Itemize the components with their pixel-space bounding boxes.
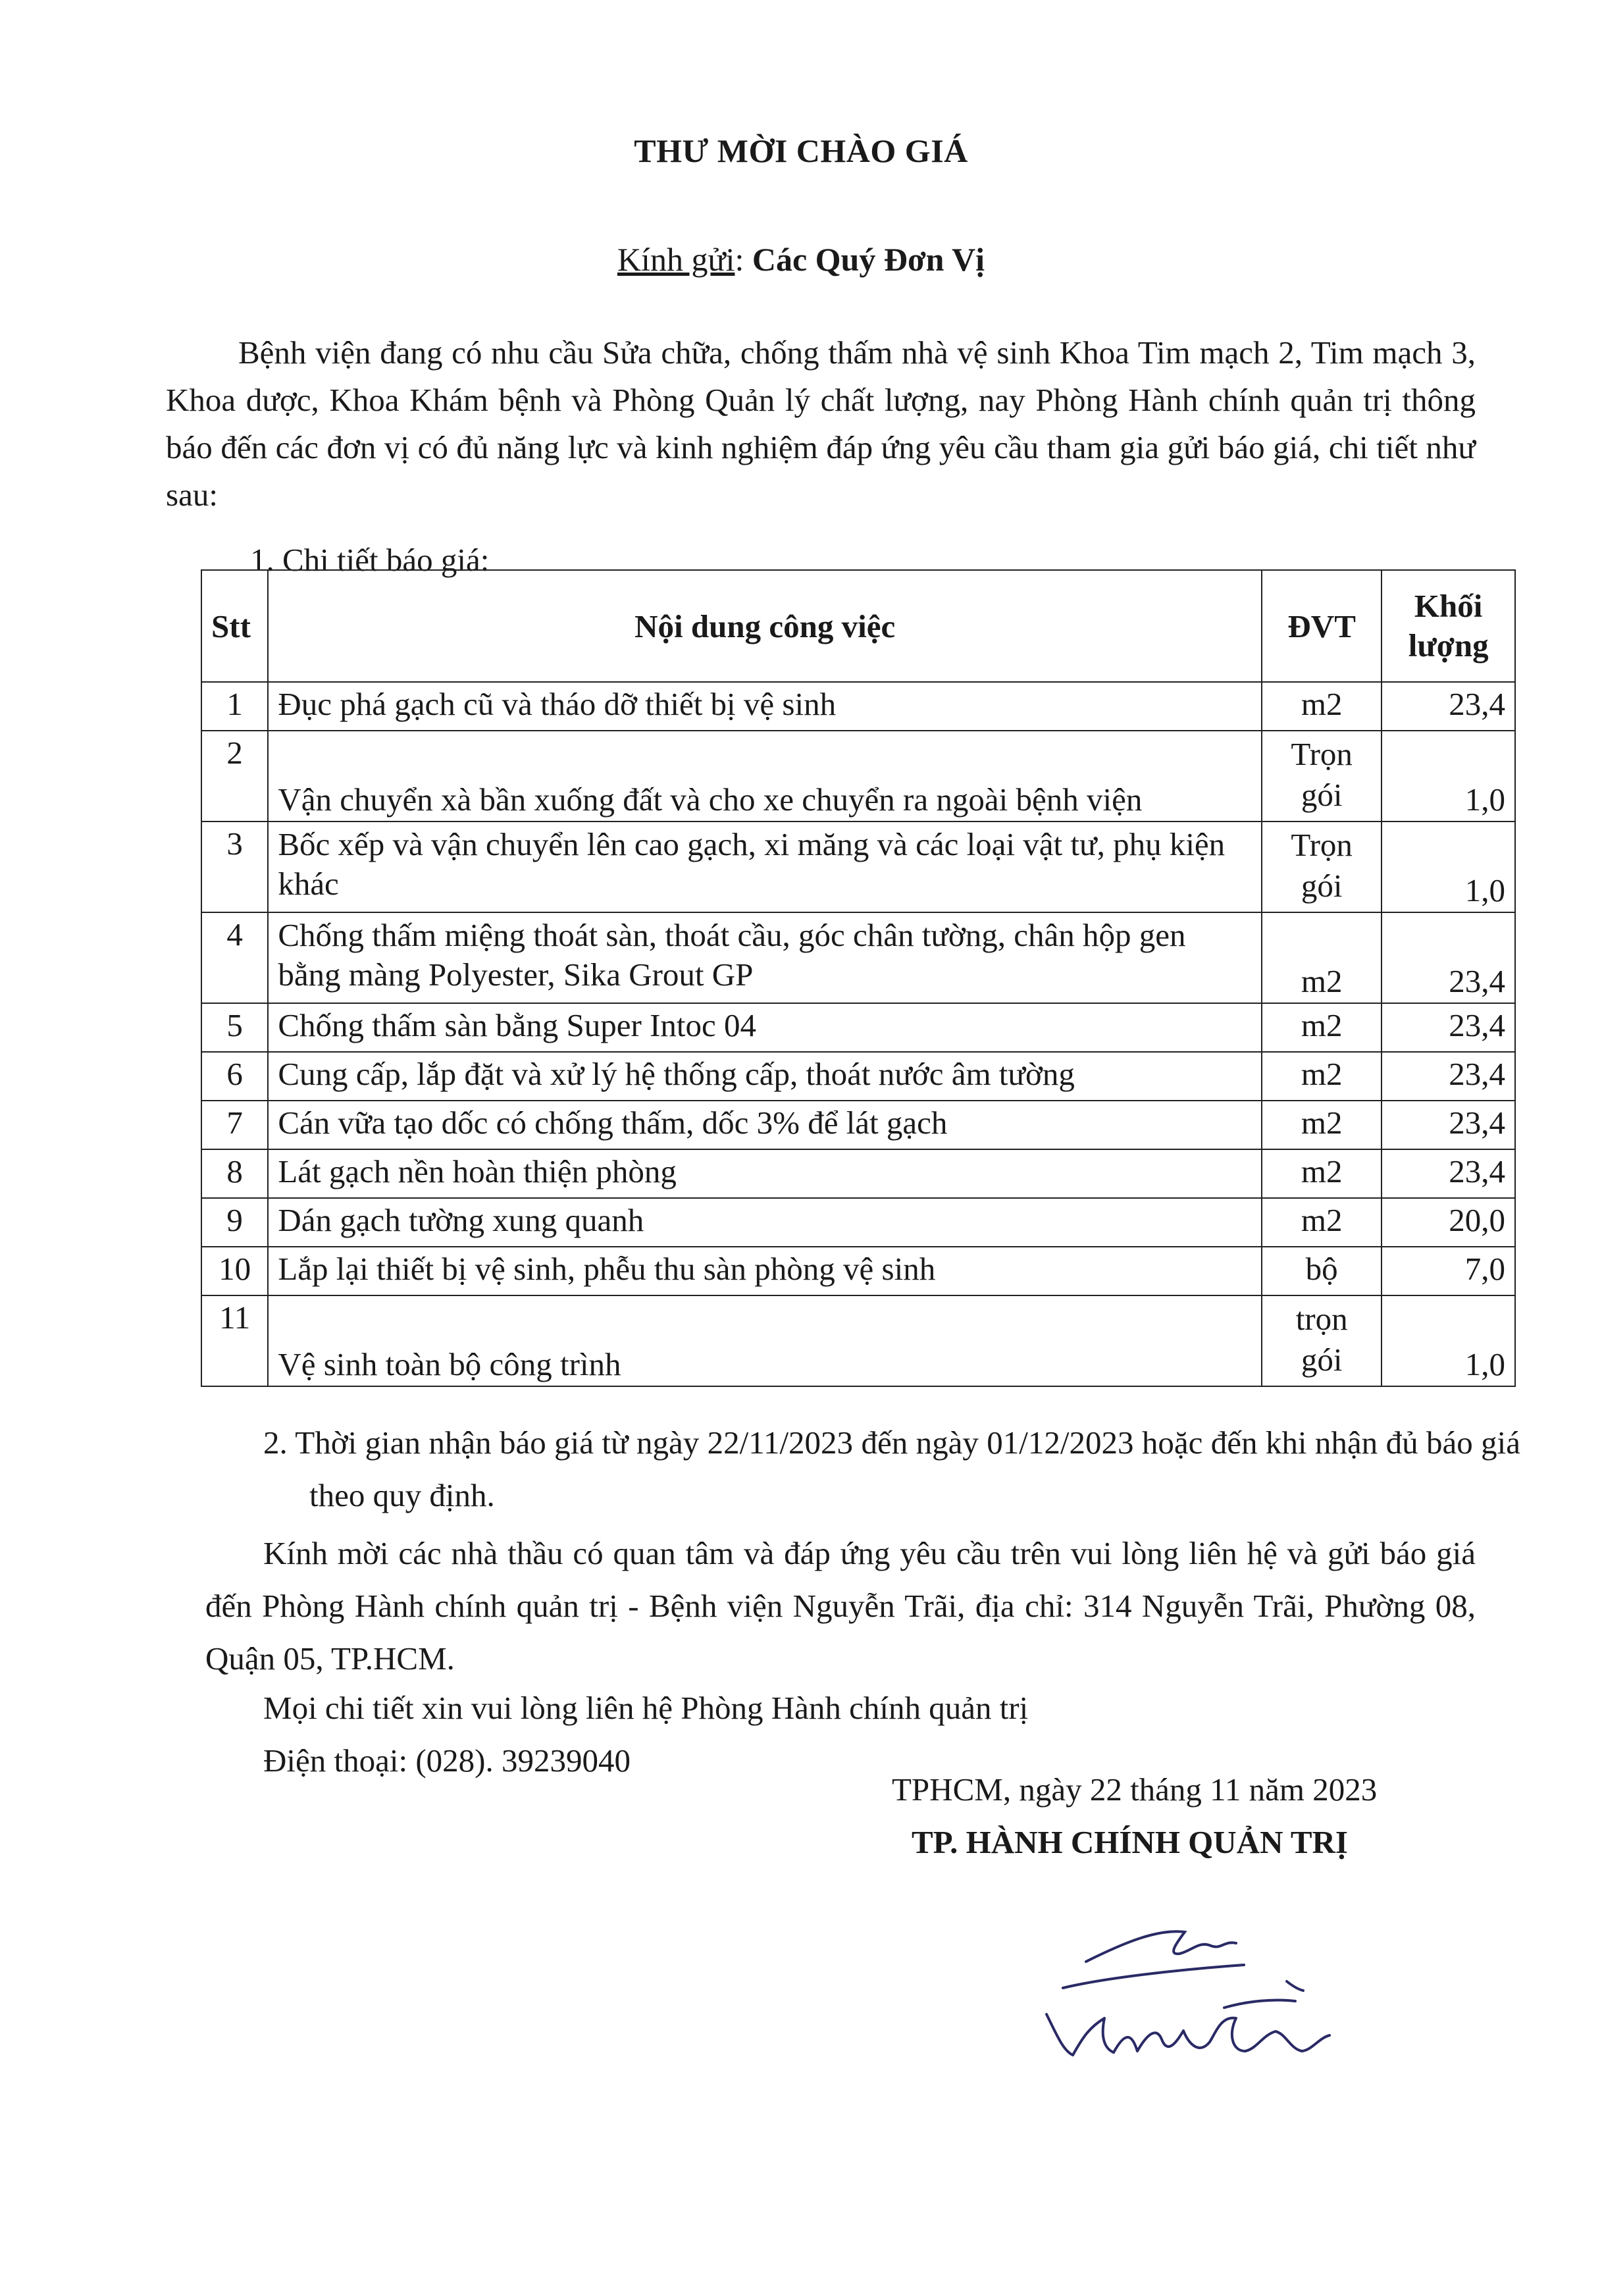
row-quantity: 23,4 — [1382, 1101, 1515, 1149]
row-unit: m2 — [1262, 1101, 1382, 1149]
header-stt: Stt — [201, 570, 268, 682]
quote-table — [201, 569, 1516, 1387]
row-content: Lát gạch nền hoàn thiện phòng — [268, 1149, 1262, 1198]
signature-role: TP. HÀNH CHÍNH QUẢN TRỊ — [912, 1824, 1348, 1860]
row-content: Vệ sinh toàn bộ công trình — [268, 1295, 1262, 1386]
row-stt: 6 — [201, 1052, 268, 1101]
header-quantity-line1: Khối — [1414, 588, 1483, 624]
row-unit-line1: Trọn — [1291, 827, 1353, 863]
table-row — [201, 1295, 1515, 1386]
header-content: Nội dung công việc — [268, 570, 1262, 682]
row-content: Vận chuyển xà bần xuống đất và cho xe chuyển ra ngoài bệnh viện — [268, 731, 1262, 822]
table-header-row — [201, 570, 1515, 682]
row-unit: m2 — [1262, 1149, 1382, 1198]
row-unit: m2 — [1262, 912, 1382, 1003]
header-unit: ĐVT — [1262, 570, 1382, 682]
row-stt: 11 — [201, 1295, 268, 1386]
row-unit — [1262, 731, 1382, 822]
row-unit-line2: gói — [1301, 1342, 1343, 1378]
invitation-paragraph: Kính mời các nhà thầu có quan tâm và đáp ứng yêu cầu trên vui lòng liên hệ và gửi báo giá đến Phòng Hành chính quản trị - Bệnh viện Nguyễn Trãi, địa chỉ: 314 Nguyễn Trãi, Phường 08, Quận 05, TP.HCM. — [205, 1535, 1476, 1677]
row-quantity: 23,4 — [1382, 1052, 1515, 1101]
row-unit: m2 — [1262, 1198, 1382, 1247]
table-row — [201, 1003, 1515, 1052]
row-unit: m2 — [1262, 1003, 1382, 1052]
header-quantity-line2: lượng — [1408, 627, 1489, 664]
row-stt: 2 — [201, 731, 268, 822]
table-row — [201, 822, 1515, 912]
table-row — [201, 1247, 1515, 1295]
row-unit-line1: trọn — [1295, 1301, 1348, 1337]
table-row — [201, 912, 1515, 1003]
row-unit-line1: Trọn — [1291, 736, 1353, 772]
row-content: Cán vữa tạo dốc có chống thấm, dốc 3% để lát gạch — [268, 1101, 1262, 1149]
recipient-separator: : — [735, 241, 752, 278]
row-unit-line2: gói — [1301, 868, 1343, 904]
row-unit: m2 — [1262, 682, 1382, 731]
row-stt: 7 — [201, 1101, 268, 1149]
row-quantity: 1,0 — [1382, 1295, 1515, 1386]
row-stt: 9 — [201, 1198, 268, 1247]
row-stt: 5 — [201, 1003, 268, 1052]
row-quantity: 23,4 — [1382, 682, 1515, 731]
contact-line: Mọi chi tiết xin vui lòng liên hệ Phòng Hành chính quản trị — [263, 1690, 1029, 1726]
signature-date: TPHCM, ngày 22 tháng 11 năm 2023 — [892, 1771, 1378, 1808]
row-unit — [1262, 822, 1382, 912]
table-row — [201, 682, 1515, 731]
section-2-paragraph: 2. Thời gian nhận báo giá từ ngày 22/11/2023 đến ngày 01/12/2023 hoặc đến khi nhận đủ báo giá theo quy định. — [263, 1424, 1520, 1513]
table-row — [201, 731, 1515, 822]
row-quantity: 23,4 — [1382, 912, 1515, 1003]
recipient-label: Kính gửi — [617, 241, 735, 278]
row-content: Cung cấp, lắp đặt và xử lý hệ thống cấp, thoát nước âm tường — [268, 1052, 1262, 1101]
row-quantity: 7,0 — [1382, 1247, 1515, 1295]
intro-paragraph: Bệnh viện đang có nhu cầu Sửa chữa, chống thấm nhà vệ sinh Khoa Tim mạch 2, Tim mạch 3, Khoa dược, Khoa Khám bệnh và Phòng Quản lý chất lượng, nay Phòng Hành chính quản trị thông báo đến các đơn vị có đủ năng lực và kinh nghiệm đáp ứng yêu cầu tham gia gửi báo giá, chi tiết như sau: — [166, 334, 1476, 513]
row-unit — [1262, 1295, 1382, 1386]
row-stt: 3 — [201, 822, 268, 912]
handwritten-signature — [1027, 1902, 1369, 2087]
row-quantity: 20,0 — [1382, 1198, 1515, 1247]
table-row — [201, 1052, 1515, 1101]
row-unit: m2 — [1262, 1052, 1382, 1101]
row-stt: 10 — [201, 1247, 268, 1295]
row-quantity: 23,4 — [1382, 1149, 1515, 1198]
table-row — [201, 1149, 1515, 1198]
recipient-line — [0, 240, 1602, 278]
table-row — [201, 1101, 1515, 1149]
row-unit-line2: gói — [1301, 777, 1343, 813]
row-content: Chống thấm miệng thoát sàn, thoát cầu, góc chân tường, chân hộp gen bằng màng Polyester, Sika Grout GP — [268, 912, 1262, 1003]
row-content: Đục phá gạch cũ và tháo dỡ thiết bị vệ sinh — [268, 682, 1262, 731]
table-row — [201, 1198, 1515, 1247]
section-1-heading: 1. Chi tiết báo giá: — [250, 542, 490, 578]
row-stt: 1 — [201, 682, 268, 731]
row-stt: 8 — [201, 1149, 268, 1198]
row-content: Lắp lại thiết bị vệ sinh, phễu thu sàn phòng vệ sinh — [268, 1247, 1262, 1295]
phone-line: Điện thoại: (028). 39239040 — [263, 1742, 631, 1779]
recipient-value: Các Quý Đơn Vị — [752, 241, 985, 278]
row-stt: 4 — [201, 912, 268, 1003]
row-quantity: 1,0 — [1382, 822, 1515, 912]
row-quantity: 1,0 — [1382, 731, 1515, 822]
row-content: Dán gạch tường xung quanh — [268, 1198, 1262, 1247]
header-quantity — [1382, 570, 1515, 682]
row-content: Bốc xếp và vận chuyển lên cao gạch, xi măng và các loại vật tư, phụ kiện khác — [268, 822, 1262, 912]
document-title: THƯ MỜI CHÀO GIÁ — [634, 132, 968, 169]
row-content: Chống thấm sàn bằng Super Intoc 04 — [268, 1003, 1262, 1052]
row-quantity: 23,4 — [1382, 1003, 1515, 1052]
row-unit: bộ — [1262, 1247, 1382, 1295]
